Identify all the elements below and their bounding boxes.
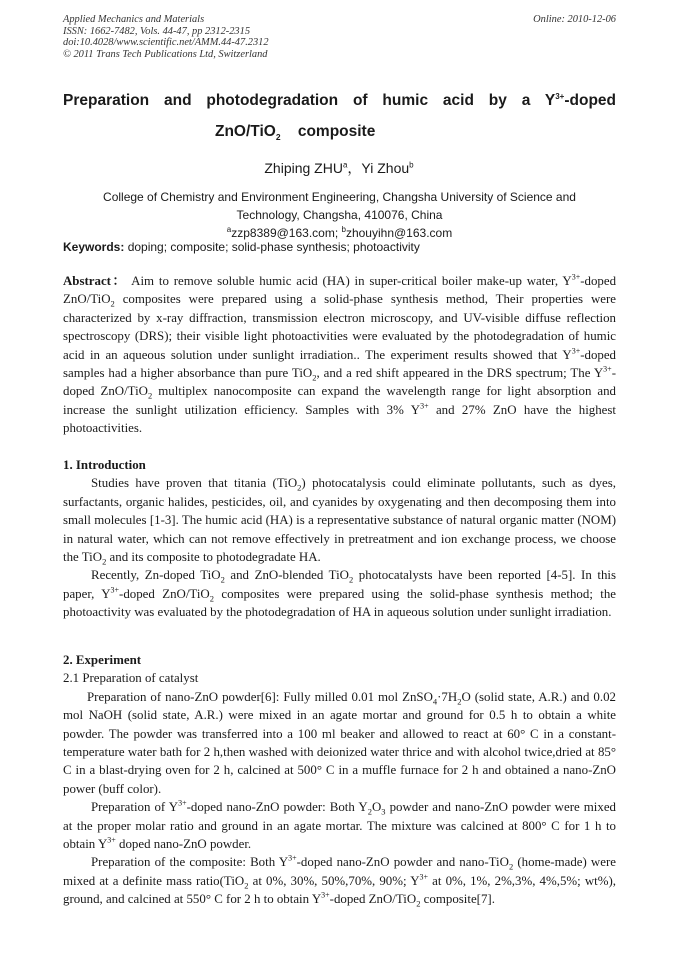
keywords: Keywords: doping; composite; solid-phase synthesis; photoactivity: [63, 240, 420, 254]
experiment-heading: 2. Experiment: [63, 653, 142, 667]
authors: Zhiping ZHU$^a$，Yi Zhou$^b$: [264, 160, 414, 176]
author-1: Zhiping ZHU: [264, 160, 343, 176]
experiment-paragraph-2: Preparation of $Y^{3+}$-doped nano-ZnO powder: Both $Y_2O_3$ powder and nano-ZnO powder were mixed at the proper molar ratio and ground in an agate mortar. The mixture was calcined at 800° C for 1 h to obtain $Y^{3+}$ doped nano-ZnO powder.: [63, 798, 616, 852]
experiment-paragraph-1: Preparation of nano-ZnO powder[6]: Fully milled 0.01 mol $ZnSO_4\cdot 7H_2O$ (solid state, A.R.) and 0.02 mol NaOH (solid state, A.R.) were mixed in an agate mortar and ground for 0.5 h to obtain a white powder. The powder was transferred into a 100 ml beaker and allowed to react at 60° C in a constant-temperature water bath for 2 h,then washed with deionized water thrice and with alcohol twice,dried at 85° C in a blast-drying oven for 2 h, calcined at 500° C in a muffle furnace for 2 h and obtained a nano-ZnO power (buff color).: [63, 689, 616, 796]
copyright-line: © 2011 Trans Tech Publications Ltd, Switzerland: [63, 48, 268, 60]
online-date: Online: 2010-12-06: [533, 14, 616, 25]
journal-name: Applied Mechanics and Materials: [63, 14, 205, 25]
author-2: Yi Zhou: [361, 160, 410, 176]
abstract-label: Abstract：: [63, 274, 128, 288]
intro-paragraph-2: Recently, Zn-doped TiO$_2$ and ZnO-blended TiO$_2$ photocatalysts have been reported [4-5]. In this paper, $Y^{3+}$-doped ZnO/TiO$_2$ composites were prepared using the solid-phase synthesis method; the photoactivity was evaluated by the photodegradation of HA in aqueous solution under sunlight irradiation.: [63, 568, 617, 620]
subsection-heading: 2.1 Preparation of catalyst: [63, 671, 199, 686]
title-line-1: Preparation and photodegradation of humic acid by a $Y^{3+}$-doped: [63, 91, 616, 109]
experiment-paragraph-3: Preparation of the composite: Both $Y^{3+}$-doped nano-ZnO powder and nano-TiO$_2$ (home-made) were mixed at a definite mass ratio(TiO$_2$ at 0%, 30%, 50%,70%, 90%; $Y^{3+}$ at 0%, 1%, 2%,3%, 4%,5%; wt%), ground, and calcined at 550° C for 2 h to obtain $Y^{3+}$-doped ZnO/TiO$_2$ composite[7].: [63, 854, 616, 909]
emails: $^a$zzp8389@163.com; $^b$zhouyihn@163.com: [226, 225, 453, 240]
experiment-section: [63, 651, 616, 909]
affiliation: College of Chemistry and Environment Engineering, Changsha University of Science and Technology, Changsha, 410076, China $^a$zzp8389@163.com; $^b$zhouyihn@163.com: [63, 188, 616, 242]
introduction-section: [63, 456, 616, 622]
title-line-2: ZnO/TiO$_2$ composite: [215, 123, 376, 143]
introduction-heading: 1. Introduction: [63, 458, 146, 472]
doi-line: doi:10.4028/www.scientific.net/AMM.44-47.2312: [63, 37, 269, 49]
intro-paragraph-1: Studies have proven that titania (TiO$_2$) photocatalysis could eliminate pollutants, such as dyes, surfactants, organic halides, pesticides, oil, and cyanides by oxygenating and then decomposing them into small molecules [1-3]. The humic acid (HA) is a representative substance of natural organic matter (NOM) in natural water, which can not remove effectively in pretreatment and ion exchange process, we choose the TiO$_2$ and its composite to photodegradate HA.: [63, 476, 616, 567]
paper-title: [63, 90, 616, 143]
abstract: Abstract： Aim to remove soluble humic acid (HA) in super-critical boiler make-up water, $Y^{3+}$-doped ZnO/TiO$_2$ composites were prepared using a solid-phase synthesis method, Their properties were characterized by x-ray diffraction, transmission electron microscopy, and UV-visible diffuse reflection spectroscopy (DRS); their visible light photoactivities were evaluated by the photodegradation of humic acid in an aqueous solution under sunlight irradiation.. The experiment results showed that $Y^{3+}$-doped samples had a higher absorbance than pure TiO$_2$, and a red shift appeared in the DRS spectrum; The $Y^{3+}$-doped ZnO/TiO$_2$ multiplex nanocomposite can expand the wavelength range for light absorption and increase the sunlight utilization efficiency. Samples with 3% $Y^{3+}$ and 27% ZnO have the highest photoactivities.: [63, 272, 617, 436]
issn-line: ISSN: 1662-7482, Vols. 44-47, pp 2312-2315: [63, 25, 251, 37]
journal-header: [63, 14, 616, 60]
